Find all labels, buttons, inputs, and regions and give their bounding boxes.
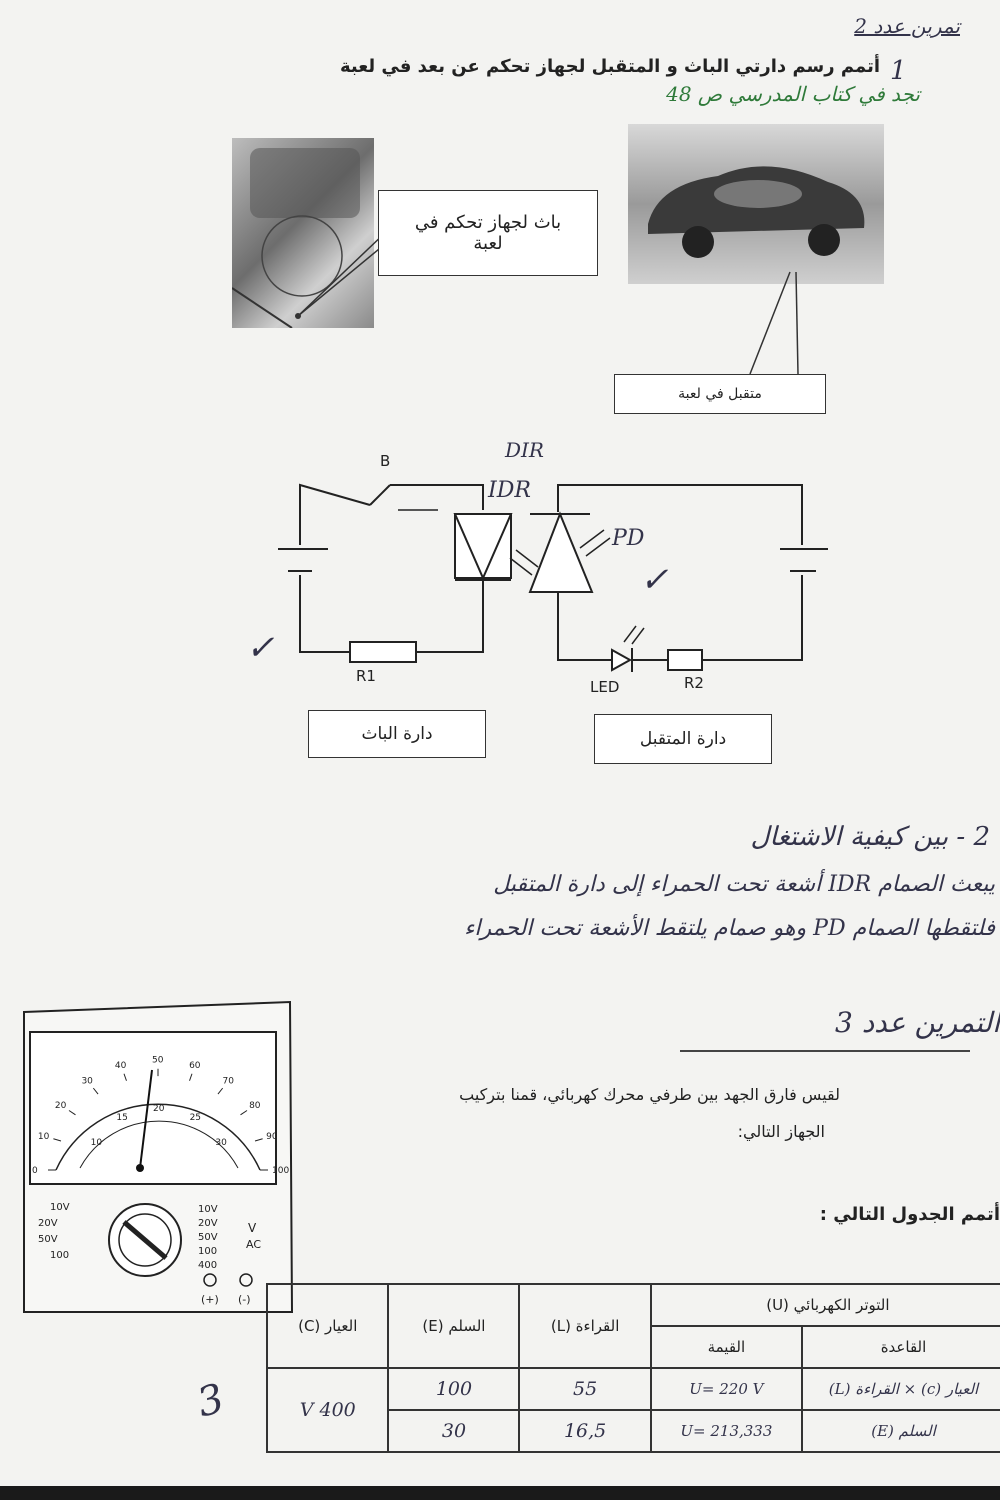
PD-photodiode: [530, 514, 610, 592]
margin-score: 3: [192, 1375, 229, 1427]
scale-label: 100: [272, 1166, 290, 1176]
inner-scale-label: 20: [153, 1104, 165, 1114]
resistor-R2: [668, 650, 702, 670]
results-table: [266, 1283, 1000, 1453]
label-LED: LED: [590, 678, 620, 696]
green-handwritten-note: تجد في كتاب المدرسي ص 48: [666, 82, 920, 106]
range-right-0: 10V: [198, 1204, 218, 1215]
table-row: [267, 1368, 1000, 1410]
question1-text: أتمم رسم دارتي الباث و المتقبل لجهاز تحكم عن بعد في لعبة: [339, 56, 880, 77]
switch-B: [390, 485, 438, 510]
range-right-4: 400: [198, 1260, 218, 1271]
inner-scale-label: 25: [189, 1113, 202, 1124]
header-caliber: العيار (C): [267, 1284, 388, 1368]
range-left-1: 20V: [38, 1218, 58, 1229]
scale-label: 50: [152, 1055, 164, 1066]
exercise3-title: التمرين عدد 3: [834, 1006, 1000, 1039]
circuit-diagram: [240, 430, 860, 690]
receiver-callout-box: متقبل في لعبة: [614, 374, 826, 414]
range-left-3: 100: [50, 1250, 70, 1261]
scale-label: 80: [249, 1101, 261, 1112]
terminal-minus-label: (-): [238, 1293, 251, 1306]
scale-label: 70: [222, 1076, 234, 1087]
scale-label: 90: [266, 1131, 278, 1142]
scale-label: 40: [114, 1061, 127, 1072]
scale-label: 20: [54, 1101, 67, 1112]
q2-heading: 2 - بين كيفية الاشتغال: [750, 822, 990, 852]
IDR-diode: [455, 514, 538, 580]
scale-label: 0: [32, 1166, 38, 1176]
mode-symbol: V: [248, 1221, 257, 1235]
terminal-plus-label: (+): [201, 1293, 219, 1306]
emitter-callout-box: باث لجهاز تحكم في لعبة: [378, 190, 598, 276]
header-rule: القاعدة: [802, 1326, 1000, 1368]
label-R2: R2: [684, 674, 704, 692]
scale-label: 60: [189, 1061, 201, 1072]
question1-number: 1: [890, 56, 907, 86]
toy-car-drawing: [628, 124, 884, 284]
exercise3-intro-line1: لقيس فارق الجهد بين طرفي محرك كهربائي، قمنا بتركيب: [459, 1085, 840, 1104]
exercise2-title: تمرين عدد 2: [854, 14, 960, 38]
q2-answer-line2: فلتقطها الصمام PD وهو صمام يلتقط الأشعة تحت الحمراء: [464, 916, 995, 941]
row1-scale: 100: [388, 1368, 519, 1410]
inner-scale-label: 10: [90, 1137, 103, 1148]
analog-multimeter: [20, 1000, 296, 1316]
range-left-2: 50V: [38, 1234, 58, 1245]
toy-car-photo: [628, 124, 884, 284]
range-right-2: 50V: [198, 1232, 218, 1243]
header-reading: القراءة (L): [519, 1284, 650, 1368]
scale-label: 30: [81, 1076, 93, 1087]
receiver-battery: [780, 549, 828, 571]
label-B: B: [380, 452, 391, 470]
q2-answer-line1: يبعث الصمام IDR أشعة تحت الحمراء إلى دارة المتقبل: [493, 872, 995, 897]
exercise3-task: أتمم الجدول التالي :: [819, 1204, 1000, 1225]
inner-scale-label: 15: [116, 1113, 128, 1124]
inner-scale-label: 30: [215, 1137, 227, 1148]
LED-symbol: [612, 626, 644, 672]
exercise3-intro-line2: الجهاز التالي:: [737, 1122, 825, 1141]
row2-reading: 16,5: [519, 1410, 650, 1452]
table-header-row: [267, 1284, 1000, 1326]
row1-reading: 55: [519, 1368, 650, 1410]
exercise3-underline: [680, 1050, 970, 1052]
label-IDR: IDR: [488, 478, 531, 503]
range-right-3: 100: [198, 1246, 218, 1257]
mode-label: AC: [246, 1238, 262, 1251]
row1-caliber: 400 V: [267, 1368, 388, 1452]
header-voltage: التوتر الكهربائي (U): [651, 1284, 1000, 1326]
grader-check-right: ✓: [640, 560, 669, 600]
needle-pivot: [136, 1164, 144, 1172]
label-DIR: DIR: [505, 438, 544, 462]
label-PD: PD: [612, 526, 645, 551]
label-R1: R1: [356, 667, 376, 685]
scale-label: 10: [37, 1131, 50, 1142]
range-selector-knob: [109, 1204, 181, 1276]
row1-rule: العيار (c) × القراءة (L): [802, 1368, 1000, 1410]
receiver-circuit-label: دارة المتقبل: [594, 714, 772, 764]
emitter-circuit-label: دارة الباث: [308, 710, 486, 758]
grader-check-left: ✓: [246, 628, 275, 668]
range-right-1: 20V: [198, 1218, 218, 1229]
range-left-0: 10V: [50, 1202, 70, 1213]
row1-value: U= 220 V: [651, 1368, 802, 1410]
emitter-battery: [278, 549, 328, 571]
row2-scale: 30: [388, 1410, 519, 1452]
header-value: القيمة: [651, 1326, 802, 1368]
receiver-circuit-wires: [558, 485, 802, 660]
right-callout-pointer: [730, 270, 810, 380]
resistor-R1: [350, 642, 416, 662]
row2-value: U= 213,333: [651, 1410, 802, 1452]
row2-rule: السلم (E): [802, 1410, 1000, 1452]
header-scale: السلم (E): [388, 1284, 519, 1368]
